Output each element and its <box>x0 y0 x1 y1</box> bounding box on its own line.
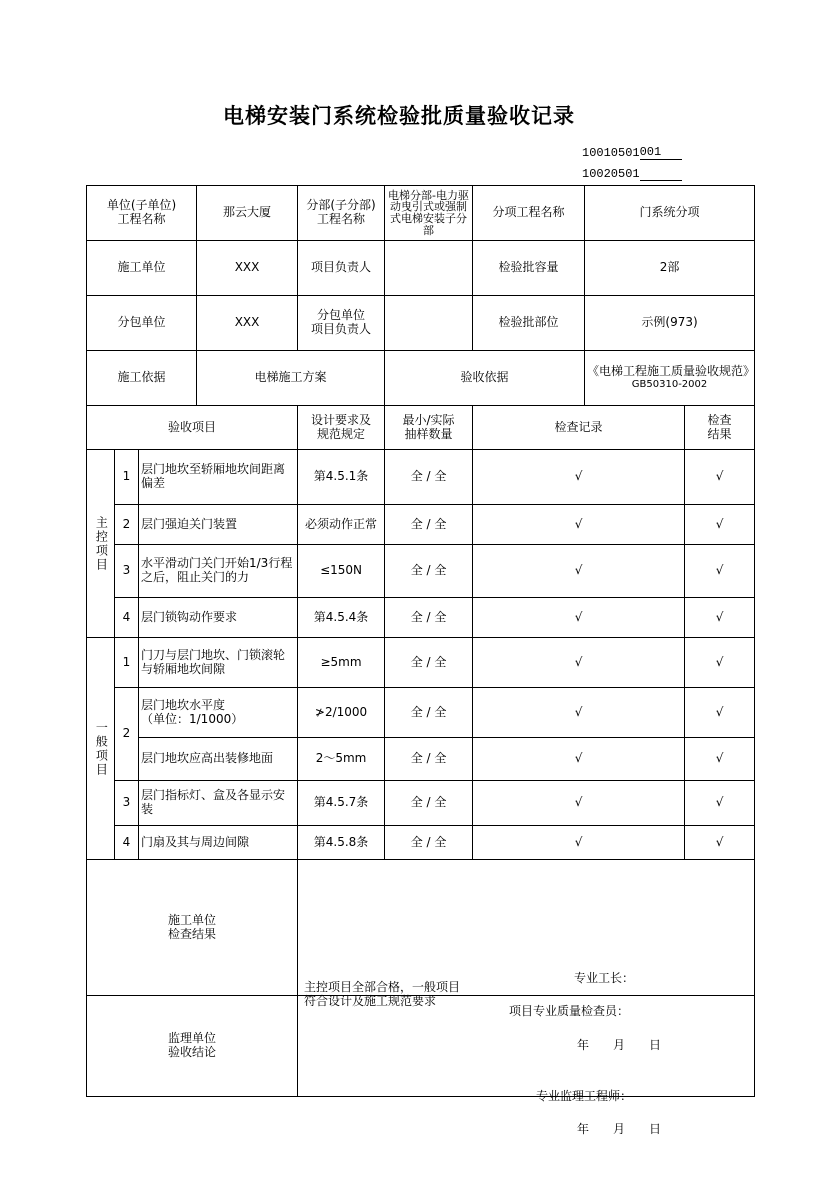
row-spec: 第4.5.8条 <box>298 826 385 860</box>
row-desc: 层门地坎水平度 （单位：1/1000） <box>139 688 298 738</box>
construction-basis-label: 施工依据 <box>87 351 197 406</box>
table-row <box>87 638 755 688</box>
page-title: 电梯安装门系统检验批质量验收记录 <box>223 104 575 128</box>
row-no: 3 <box>115 545 139 598</box>
unit-name-value[interactable]: 那云大厦 <box>197 186 298 241</box>
batch-location-value[interactable]: 示例(973) <box>585 296 755 351</box>
row-record[interactable]: √ <box>473 450 685 505</box>
column-item: 验收项目 <box>87 406 298 450</box>
constructor-value[interactable]: XXX <box>197 241 298 296</box>
acceptance-basis-name: 《电梯工程施工质量验收规范》 <box>587 364 756 379</box>
subcontractor-pm-value[interactable] <box>385 296 473 351</box>
row-desc: 门扇及其与周边间隙 <box>139 826 298 860</box>
row-sample[interactable]: 全 / 全 <box>385 545 473 598</box>
row-no: 1 <box>115 450 139 505</box>
table-row <box>87 505 755 545</box>
subcontractor-label: 分包单位 <box>87 296 197 351</box>
row-spec: 第4.5.7条 <box>298 781 385 826</box>
project-manager-label: 项目负责人 <box>298 241 385 296</box>
row-spec: 必须动作正常 <box>298 505 385 545</box>
project-manager-value[interactable] <box>385 241 473 296</box>
table-row <box>87 738 755 781</box>
row-result[interactable]: √ <box>685 738 755 781</box>
row-desc: 门刀与层门地坎、门锁滚轮与轿厢地坎间隙 <box>139 638 298 688</box>
table-row <box>87 826 755 860</box>
table-row <box>87 545 755 598</box>
acceptance-basis-value[interactable] <box>585 351 755 406</box>
row-sample[interactable]: 全 / 全 <box>385 781 473 826</box>
row-result[interactable]: √ <box>685 505 755 545</box>
row-record[interactable]: √ <box>473 638 685 688</box>
acceptance-basis-label: 验收依据 <box>385 351 585 406</box>
row-desc: 层门指标灯、盒及各显示安装 <box>139 781 298 826</box>
batch-capacity-value[interactable]: 2部 <box>585 241 755 296</box>
row-spec: 2～5mm <box>298 738 385 781</box>
row-sample[interactable]: 全 / 全 <box>385 826 473 860</box>
supervisor-date[interactable]: 年 月 日 <box>577 1122 662 1136</box>
main-group-label <box>87 450 115 638</box>
row-sample[interactable]: 全 / 全 <box>385 738 473 781</box>
code2-suffix[interactable] <box>640 166 682 181</box>
row-desc: 层门地坎应高出装修地面 <box>139 738 298 781</box>
row-record[interactable]: √ <box>473 738 685 781</box>
row-desc: 层门强迫关门装置 <box>139 505 298 545</box>
row-no: 1 <box>115 638 139 688</box>
row-result[interactable]: √ <box>685 450 755 505</box>
row-sample[interactable]: 全 / 全 <box>385 688 473 738</box>
code2-prefix: 10020501 <box>582 167 640 181</box>
row-spec: 第4.5.1条 <box>298 450 385 505</box>
row-desc: 水平滑动门关门开始1/3行程之后，阻止关门的力 <box>139 545 298 598</box>
constructor-check-label: 施工单位 检查结果 <box>87 860 298 996</box>
supervisor-conclusion-label: 监理单位 验收结论 <box>87 996 298 1097</box>
row-result[interactable]: √ <box>685 826 755 860</box>
constructor-date[interactable]: 年 月 日 <box>577 1037 662 1052</box>
row-spec: ≥5mm <box>298 638 385 688</box>
row-spec: 第4.5.4条 <box>298 598 385 638</box>
row-no: 3 <box>115 781 139 826</box>
item-name-label: 分项工程名称 <box>473 186 585 241</box>
row-record[interactable]: √ <box>473 688 685 738</box>
row-spec: ≤150N <box>298 545 385 598</box>
unit-name-label: 单位(子单位) 工程名称 <box>87 186 197 241</box>
subcontractor-pm-label: 分包单位 项目负责人 <box>298 296 385 351</box>
constructor-conclusion[interactable]: 主控项目全部合格，一般项目符合设计及施工规范要求 <box>304 979 461 1008</box>
row-sample[interactable]: 全 / 全 <box>385 638 473 688</box>
table-row <box>87 598 755 638</box>
acceptance-basis-code: GB50310-2002 <box>631 379 708 391</box>
row-record[interactable]: √ <box>473 505 685 545</box>
row-spec: ≯2/1000 <box>298 688 385 738</box>
row-sample[interactable]: 全 / 全 <box>385 505 473 545</box>
row-sample[interactable]: 全 / 全 <box>385 598 473 638</box>
row-record[interactable]: √ <box>473 826 685 860</box>
general-group-text: 一般项目 <box>94 720 109 777</box>
batch-capacity-label: 检验批容量 <box>473 241 585 296</box>
row-result[interactable]: √ <box>685 688 755 738</box>
batch-location-label: 检验批部位 <box>473 296 585 351</box>
row-result[interactable]: √ <box>685 781 755 826</box>
table-row <box>87 450 755 505</box>
row-desc: 层门锁钩动作要求 <box>139 598 298 638</box>
table-row <box>87 688 755 738</box>
row-result[interactable]: √ <box>685 598 755 638</box>
supervisor-engineer-signature[interactable]: 专业监理工程师： <box>536 1089 633 1103</box>
subproject-value[interactable]: 电梯分部-电力驱动曳引式或强制式电梯安装子分部 <box>385 186 473 241</box>
table-row <box>87 781 755 826</box>
row-no: 4 <box>115 598 139 638</box>
row-no: 4 <box>115 826 139 860</box>
quality-inspector-signature[interactable]: 项目专业质量检查员： <box>509 1003 630 1018</box>
row-result[interactable]: √ <box>685 638 755 688</box>
column-record: 检查记录 <box>473 406 685 450</box>
constructor-label: 施工单位 <box>87 241 197 296</box>
row-no: 2 <box>115 505 139 545</box>
row-record[interactable]: √ <box>473 545 685 598</box>
main-group-text: 主控项目 <box>94 515 109 572</box>
code1-suffix[interactable]: 001 <box>640 145 682 160</box>
inspection-form <box>86 185 756 1136</box>
subproject-label: 分部(子分部) 工程名称 <box>298 186 385 241</box>
row-no: 2 <box>115 688 139 781</box>
record-code-2 <box>582 166 682 181</box>
row-sample[interactable]: 全 / 全 <box>385 450 473 505</box>
record-code-1 <box>582 145 682 160</box>
construction-basis-value[interactable]: 电梯施工方案 <box>197 351 385 406</box>
item-name-value[interactable]: 门系统分项 <box>585 186 755 241</box>
column-design: 设计要求及 规范规定 <box>298 406 385 450</box>
row-record[interactable]: √ <box>473 781 685 826</box>
column-result: 检查 结果 <box>685 406 755 450</box>
general-group-label <box>87 638 115 860</box>
row-result[interactable]: √ <box>685 545 755 598</box>
foreman-signature[interactable]: 专业工长： <box>574 970 635 985</box>
subcontractor-value[interactable]: XXX <box>197 296 298 351</box>
constructor-check-area[interactable] <box>298 860 755 1052</box>
row-record[interactable]: √ <box>473 598 685 638</box>
row-desc: 层门地坎至轿厢地坎间距离偏差 <box>139 450 298 505</box>
code1-prefix: 10010501 <box>582 146 640 160</box>
column-sample: 最小/实际 抽样数量 <box>385 406 473 450</box>
